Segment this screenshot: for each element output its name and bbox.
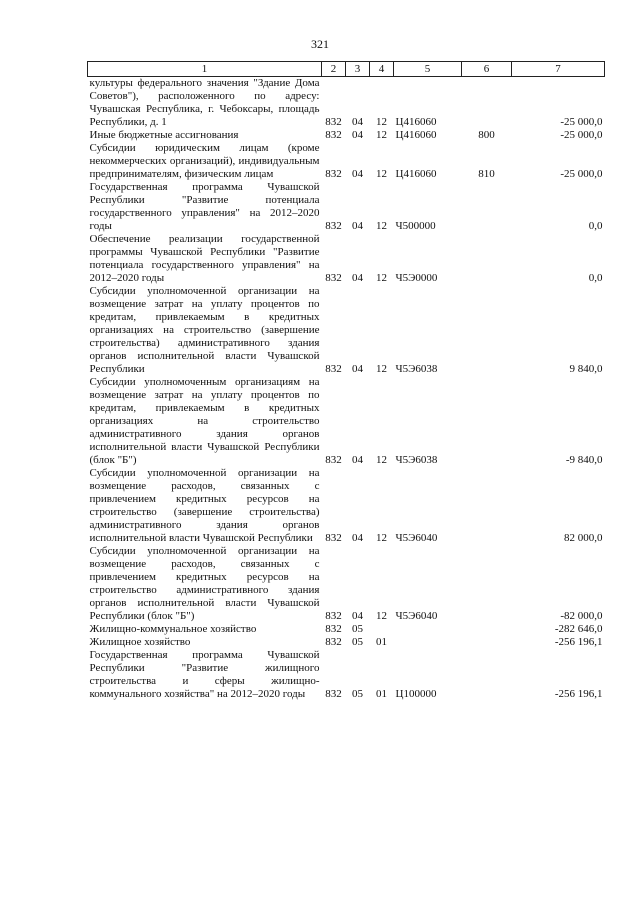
row-ministry-code: 832	[325, 272, 342, 284]
row-expense-type: 810	[478, 168, 495, 180]
row-ministry-code: 832	[325, 363, 342, 375]
row-target-code: Ч5Э0000	[395, 272, 438, 284]
row-target-code: Ц100000	[395, 688, 437, 700]
row-section-code: 05	[352, 636, 363, 648]
row-section-code: 04	[352, 272, 363, 284]
row-expense-type	[462, 623, 512, 636]
row-description: культуры федерального значения "Здание Дома Советов"), расположенного по адресу: Чувашская Республика, г. Чебоксары, площадь Республики, д. 1	[89, 77, 320, 128]
table-row	[88, 623, 605, 636]
row-section-code: 04	[352, 116, 363, 128]
row-description: Субсидии юридическим лицам (кроме некоммерческих организаций), индивидуальным предпринимателям, физическим лицам	[89, 142, 320, 180]
row-subsection-code: 12	[376, 129, 387, 141]
row-description: Иные бюджетные ассигнования	[89, 129, 239, 141]
row-section-code: 04	[352, 610, 363, 622]
row-description: Государственная программа Чувашской Республики "Развитие жилищного строительства и сферы жилищно-коммунального хозяйства" на 2012–2020 годы	[89, 649, 320, 700]
column-header-pr: 4	[370, 62, 394, 77]
row-amount: 0,0	[588, 220, 603, 232]
row-target-code: Ч5Э6040	[395, 610, 438, 622]
row-ministry-code: 832	[325, 116, 342, 128]
table-header-row	[88, 62, 605, 77]
row-amount: -25 000,0	[560, 129, 603, 141]
row-amount: 0,0	[588, 272, 603, 284]
row-subsection-code: 12	[376, 168, 387, 180]
row-ministry-code: 832	[325, 532, 342, 544]
row-subsection-code: 01	[376, 636, 387, 648]
budget-table	[87, 61, 605, 701]
table-row	[88, 376, 605, 467]
row-subsection-code: 12	[376, 363, 387, 375]
table-row	[88, 181, 605, 233]
column-header-gr: 2	[322, 62, 346, 77]
row-ministry-code: 832	[325, 636, 342, 648]
row-target-code: Ц416060	[395, 168, 437, 180]
row-ministry-code: 832	[325, 220, 342, 232]
column-header-csr: 5	[394, 62, 462, 77]
row-target-code: Ч500000	[395, 220, 436, 232]
row-subsection-code: 12	[376, 454, 387, 466]
row-ministry-code: 832	[325, 454, 342, 466]
row-expense-type	[462, 636, 512, 649]
table-body	[88, 77, 605, 702]
row-expense-type: 800	[478, 129, 495, 141]
row-ministry-code: 832	[325, 610, 342, 622]
row-expense-type	[462, 285, 512, 376]
row-description: Субсидии уполномоченной организации на возмещение расходов, связанных с привлечением кредитных ресурсов на строительство административного здания органов исполнительной власти Чувашской Республики (блок "Б")	[89, 545, 320, 622]
row-description: Субсидии уполномоченной организации на возмещение затрат на уплату процентов по кредитам, привлекаемым в кредитных организациях на строительство (завершение строительства) административного здания органов исполнительной власти Чувашской Республики	[89, 285, 320, 375]
row-target-code: Ч5Э6040	[395, 532, 438, 544]
row-description: Государственная программа Чувашской Республики "Развитие потенциала государственного управления" на 2012–2020 годы	[89, 181, 320, 232]
row-amount: 82 000,0	[564, 532, 603, 544]
row-description: Обеспечение реализации государственной программы Чувашской Республики "Развитие потенциала государственного управления" на 2012–2020 годы	[89, 233, 320, 284]
row-section-code: 04	[352, 168, 363, 180]
row-subsection-code: 12	[376, 116, 387, 128]
row-amount: -82 000,0	[560, 610, 603, 622]
row-description: Жилищно-коммунальное хозяйство	[89, 623, 257, 635]
row-amount: -282 646,0	[554, 623, 603, 635]
row-section-code: 04	[352, 532, 363, 544]
row-target-code: Ч5Э6038	[395, 363, 438, 375]
row-ministry-code: 832	[325, 623, 342, 635]
row-subsection-code: 12	[376, 610, 387, 622]
row-subsection-code: 12	[376, 220, 387, 232]
table-row	[88, 285, 605, 376]
column-header-name: 1	[88, 62, 322, 77]
row-expense-type	[462, 233, 512, 285]
row-subsection-code	[370, 623, 394, 636]
row-target-code	[394, 623, 462, 636]
row-section-code: 05	[352, 623, 363, 635]
table-row	[88, 129, 605, 142]
row-amount: -25 000,0	[560, 116, 603, 128]
row-subsection-code: 01	[376, 688, 387, 700]
row-description: Субсидии уполномоченным организациям на возмещение затрат на уплату процентов по кредитам, привлекаемым в кредитных организациях на строительство административного здания органов исполнительной власти Чувашской Республики (блок "Б")	[89, 376, 320, 466]
row-subsection-code: 12	[376, 532, 387, 544]
row-ministry-code: 832	[325, 688, 342, 700]
row-target-code: Ц416060	[395, 129, 437, 141]
row-subsection-code: 12	[376, 272, 387, 284]
row-target-code: Ц416060	[395, 116, 437, 128]
row-expense-type	[462, 376, 512, 467]
row-target-code: Ч5Э6038	[395, 454, 438, 466]
row-expense-type	[462, 545, 512, 623]
row-description: Жилищное хозяйство	[89, 636, 191, 648]
row-section-code: 04	[352, 454, 363, 466]
table-row	[88, 467, 605, 545]
table-row	[88, 636, 605, 649]
table-row	[88, 545, 605, 623]
table-row	[88, 142, 605, 181]
column-header-rz: 3	[346, 62, 370, 77]
row-expense-type	[462, 181, 512, 233]
row-amount: -256 196,1	[554, 636, 603, 648]
row-section-code: 04	[352, 129, 363, 141]
row-amount: -9 840,0	[565, 454, 603, 466]
column-header-vr: 6	[462, 62, 512, 77]
row-amount: -256 196,1	[554, 688, 603, 700]
row-section-code: 05	[352, 688, 363, 700]
row-target-code	[394, 636, 462, 649]
row-amount: -25 000,0	[560, 168, 603, 180]
page-number: 321	[311, 37, 329, 51]
row-description: Субсидии уполномоченной организации на возмещение расходов, связанных с привлечением кредитных ресурсов на строительство (завершение строительства) административного здания органов исполнительной власти Чувашской Республики	[89, 467, 320, 544]
row-expense-type	[462, 77, 512, 130]
row-expense-type	[462, 467, 512, 545]
row-amount: 9 840,0	[569, 363, 603, 375]
row-section-code: 04	[352, 363, 363, 375]
table-row	[88, 233, 605, 285]
row-ministry-code: 832	[325, 129, 342, 141]
row-expense-type	[462, 649, 512, 701]
column-header-amount: 7	[512, 62, 605, 77]
table-row	[88, 649, 605, 701]
row-ministry-code: 832	[325, 168, 342, 180]
row-section-code: 04	[352, 220, 363, 232]
table-row	[88, 77, 605, 130]
